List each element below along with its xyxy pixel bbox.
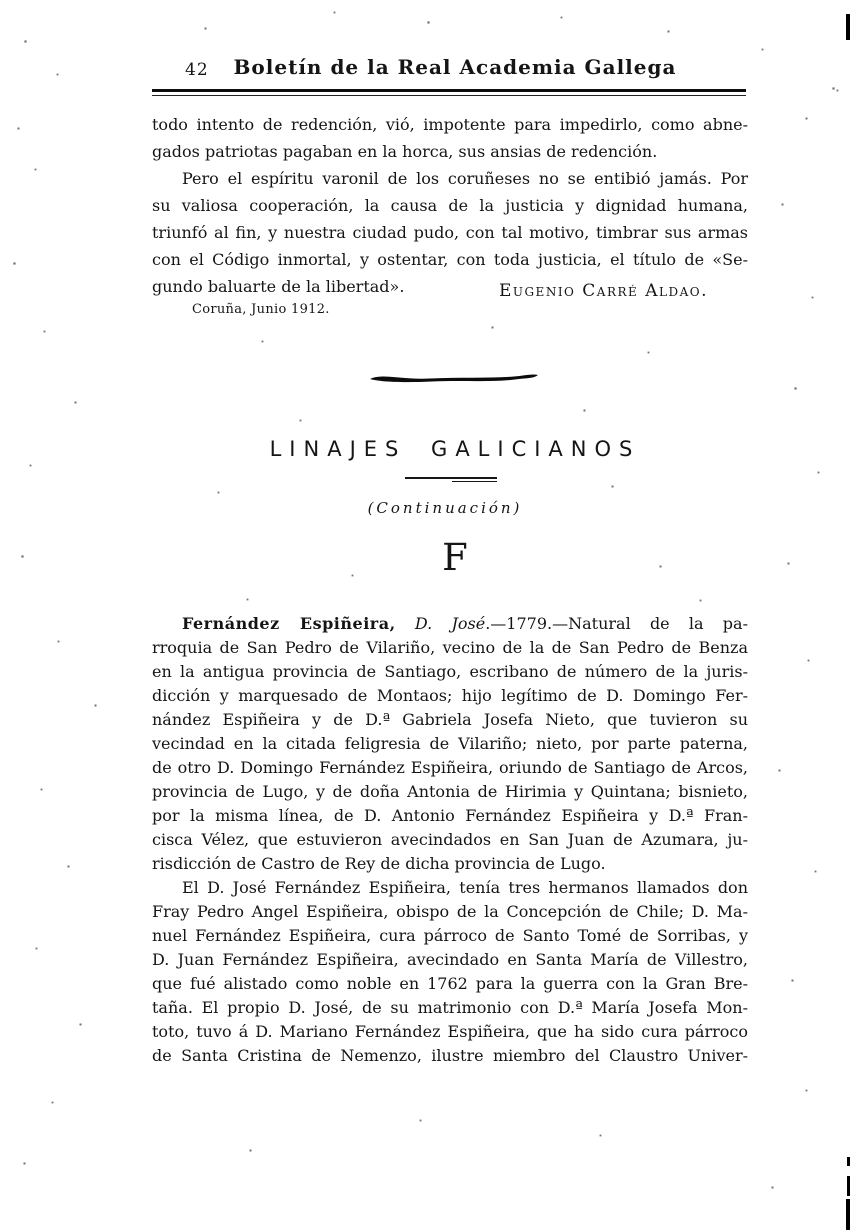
- header-rule-thick: [152, 89, 746, 92]
- text-line: dicción y marquesado de Montaos; hijo legítimo de D. Domingo Fer-: [152, 686, 748, 705]
- header-rule-thin: [152, 95, 746, 96]
- dateline: Coruña, Junio 1912.: [192, 302, 330, 317]
- page-number: 42: [185, 60, 209, 80]
- text-line: taña. El propio D. José, de su matrimonio con D.ª María Josefa Mon-: [152, 998, 748, 1017]
- divider-flourish-icon: [368, 369, 540, 391]
- text-line: risdicción de Castro de Rey de dicha provincia de Lugo.: [152, 854, 606, 873]
- text-line: cisca Vélez, que estuvieron avecindados en San Juan de Azumara, ju-: [152, 830, 748, 849]
- section-title: LINAJES GALICIANOS: [269, 437, 641, 461]
- closing-paragraphs: [152, 111, 748, 300]
- text-line: rroquia de San Pedro de Vilariño, vecino de la de San Pedro de Benza: [152, 638, 748, 657]
- text-line: que fué alistado como noble en 1762 para la guerra con la Gran Bre-: [152, 974, 748, 993]
- text-line: nández Espiñeira y de D.ª Gabriela Josefa Nieto, que tuvieron su: [152, 710, 748, 729]
- scan-noise-speckles: [0, 0, 1, 1]
- section-letter-heading: F: [442, 536, 468, 579]
- text-line: nuel Fernández Espiñeira, cura párroco de Santo Tomé de Sorribas, y: [152, 926, 748, 945]
- text-line: gundo baluarte de la libertad».: [152, 277, 405, 296]
- scan-artifact: [846, 14, 850, 40]
- section-subtitle: (Continuación): [367, 499, 523, 517]
- text-line: Fray Pedro Angel Espiñeira, obispo de la Concepción de Chile; D. Ma-: [152, 902, 748, 921]
- section-title-rule: [405, 477, 497, 479]
- text-line: por la misma línea, de D. Antonio Fernández Espiñeira y D.ª Fran-: [152, 806, 748, 825]
- text-line: vecindad en la citada feligresia de Vilariño; nieto, por parte paterna,: [152, 734, 748, 753]
- entry-lead-text: .—1779.—Natural de la pa-: [485, 614, 748, 633]
- text-line: Pero el espíritu varonil de los coruñeses no se entibió jamás. Por: [182, 169, 748, 188]
- author-signature: Eugenio Carré Aldao.: [498, 281, 708, 301]
- text-line: El D. José Fernández Espiñeira, tenía tres hermanos llamados don: [182, 878, 748, 897]
- text-line: provincia de Lugo, y de doña Antonia de Hirimia y Quintana; bisnieto,: [152, 782, 748, 801]
- text-line: gados patriotas pagaban en la horca, sus ansias de redención.: [152, 142, 658, 161]
- text-line: triunfó al fin, y nuestra ciudad pudo, con tal motivo, timbrar sus armas: [152, 223, 748, 242]
- text-line: toto, tuvo á D. Mariano Fernández Espiñeira, que ha sido cura párroco: [152, 1022, 748, 1041]
- text-line: [152, 612, 748, 636]
- journal-title: Boletín de la Real Academia Gallega: [233, 55, 677, 79]
- text-line: su valiosa cooperación, la causa de la justicia y dignidad humana,: [152, 196, 748, 215]
- text-line: de otro D. Domingo Fernández Espiñeira, oriundo de Santiago de Arcos,: [152, 758, 748, 777]
- text-line: todo intento de redención, vió, impotente para impedirlo, como abne-: [152, 115, 748, 134]
- entry-surname: Fernández Espiñeira,: [182, 614, 396, 633]
- text-line: de Santa Cristina de Nemenzo, ilustre miembro del Claustro Univer-: [152, 1046, 748, 1065]
- text-line: con el Código inmortal, y ostentar, con toda justicia, el título de «Se-: [152, 250, 748, 269]
- entry-paragraphs: [152, 612, 748, 1068]
- section-title-rule-fragment: [452, 481, 497, 482]
- text-line: en la antigua provincia de Santiago, escribano de número de la juris-: [152, 662, 748, 681]
- text-line: D. Juan Fernández Espiñeira, avecindado en Santa María de Villestro,: [152, 950, 748, 969]
- scan-artifact: [846, 1199, 850, 1230]
- entry-given-name: D. José: [395, 614, 486, 633]
